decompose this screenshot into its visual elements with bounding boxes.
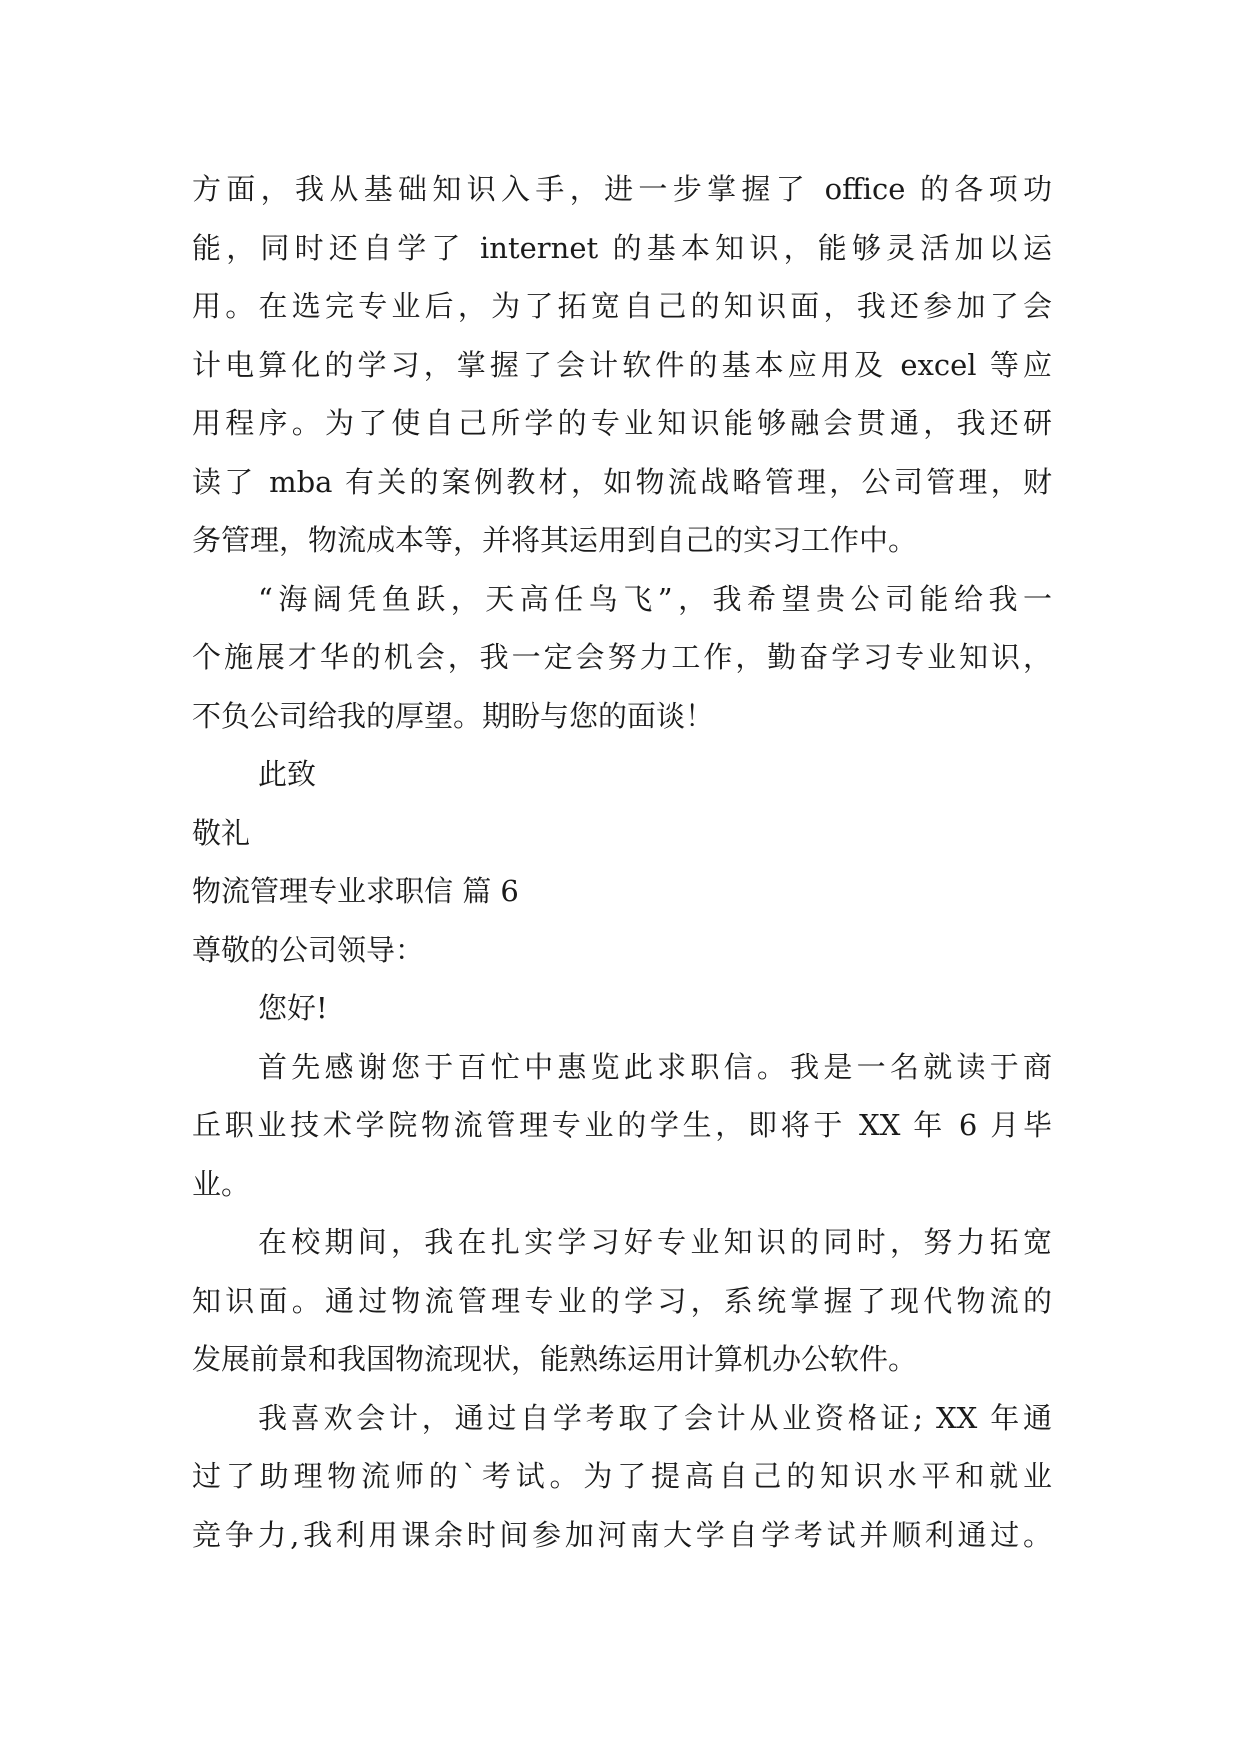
section-heading: 物流管理专业求职信 篇 6	[192, 874, 519, 908]
letter-greeting: 您好!	[258, 991, 328, 1025]
paragraph-line: 个施展才华的机会，我一定会努力工作，勤奋学习专业知识，	[192, 640, 1052, 674]
paragraph-line: 过了助理物流师的`考试。为了提高自己的知识水平和就业	[192, 1459, 1052, 1493]
paragraph-line: 发展前景和我国物流现状，能熟练运用计算机办公软件。	[192, 1342, 918, 1376]
paragraph-line: 首先感谢您于百忙中惠览此求职信。我是一名就读于商	[258, 1049, 1052, 1084]
paragraph-line: 能，同时还自学了 internet 的基本知识，能够灵活加以运	[192, 230, 1052, 265]
closing-regards: 敬礼	[192, 815, 251, 850]
paragraph-line: 知识面。通过物流管理专业的学习，系统掌握了现代物流的	[192, 1283, 1052, 1318]
paragraph-line: 我喜欢会计，通过自学考取了会计从业资格证; XX 年通	[258, 1400, 1052, 1435]
letter-addressee: 尊敬的公司领导：	[192, 932, 425, 967]
paragraph-line: 用程序。为了使自己所学的专业知识能够融会贯通，我还研	[192, 406, 1052, 440]
paragraph-line: 不负公司给我的厚望。期盼与您的面谈！	[192, 698, 715, 733]
closing-salutation: 此致	[258, 757, 317, 791]
paragraph-line: 丘职业技术学院物流管理专业的学生，即将于 XX 年 6 月毕	[192, 1108, 1052, 1142]
paragraph-line: 计电算化的学习，掌握了会计软件的基本应用及 excel 等应	[192, 347, 1052, 382]
paragraph-line: “海阔凭鱼跃，天高任鸟飞”，我希望贵公司能给我一	[258, 581, 1052, 616]
paragraph-line: 竞争力,我利用课余时间参加河南大学自学考试并顺利通过。	[192, 1517, 1052, 1552]
paragraph-line: 在校期间，我在扎实学习好专业知识的同时，努力拓宽	[258, 1225, 1052, 1259]
paragraph-line: 务管理，物流成本等，并将其运用到自己的实习工作中。	[192, 523, 918, 557]
paragraph-line: 方面，我从基础知识入手，进一步掌握了 office 的各项功	[192, 172, 1052, 206]
paragraph-line: 用。在选完专业后，为了拓宽自己的知识面，我还参加了会	[192, 289, 1052, 323]
paragraph-line: 读了 mba 有关的案例教材，如物流战略管理，公司管理，财	[192, 464, 1052, 499]
paragraph-line: 业。	[192, 1166, 251, 1201]
document-body	[192, 160, 1052, 1564]
